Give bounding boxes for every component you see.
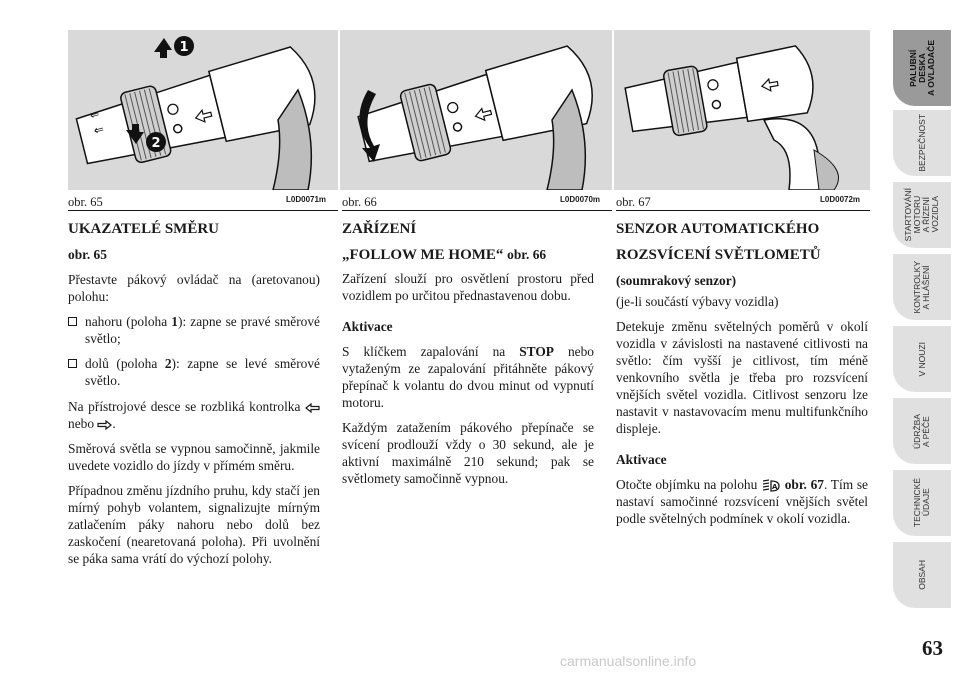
svg-text:⇐: ⇐ bbox=[92, 121, 106, 138]
column-follow-me-home bbox=[342, 220, 594, 495]
tab-kontrolky[interactable] bbox=[893, 254, 951, 320]
figure-66-caption: obr. 66 bbox=[342, 195, 377, 209]
subheading: Aktivace bbox=[342, 319, 393, 334]
bullet-box-icon bbox=[68, 317, 77, 326]
svg-text:⇐: ⇐ bbox=[88, 107, 101, 123]
text-run: . bbox=[112, 416, 116, 431]
tab-label: V NOUZI bbox=[916, 341, 927, 377]
section-title: ZAŘÍZENÍ bbox=[342, 221, 417, 237]
tab-obsah[interactable] bbox=[893, 542, 951, 608]
turn-left-arrow-icon bbox=[305, 403, 320, 413]
paragraph: Směrová světla se vypnou samočinně, jakmile uvedete vozidlo do jízdy v přímém směru. bbox=[68, 441, 320, 473]
watermark: carmanualsonline.info bbox=[560, 653, 697, 669]
figure-66-code: L0D0070m bbox=[560, 195, 601, 204]
list-item bbox=[68, 355, 320, 389]
paragraph bbox=[68, 398, 320, 432]
tab-label: ÚDRŽBA A PÉČE bbox=[912, 413, 931, 449]
paragraph: Detekuje změnu světelných poměrů v okolí vozidla v závislosti na nastavené citlivosti na světlo: čím vyšší je citlivost, tím méně venkovního světla je třeba pro rozsvícení vnějších světel vozidla. Citlivost senzoru lze nastavit v nastavovacím menu multifunkčního displeje. bbox=[616, 319, 868, 436]
position-number: 1 bbox=[171, 314, 178, 329]
paragraph: Přestavte pákový ovládač na (aretovanou) polohu: bbox=[68, 272, 320, 304]
figure-66-image bbox=[340, 30, 612, 190]
text-run: ): zapne se pravé směrové světlo; bbox=[85, 314, 320, 346]
text-run: Otočte objímku na polohu bbox=[616, 477, 761, 492]
text-run: . Tím se nastaví samočinné rozsvícení vnějších světel podle světelných podmínek v okolí vozidla. bbox=[616, 477, 868, 526]
callout-2: 2 bbox=[151, 136, 161, 151]
turn-right-arrow-icon bbox=[97, 420, 112, 430]
paragraph bbox=[342, 343, 594, 411]
text-run: Na přístrojové desce se rozbliká kontrolka bbox=[68, 399, 305, 414]
section-title: SENZOR AUTOMATICKÉHO bbox=[616, 221, 820, 237]
caption-rule bbox=[68, 210, 338, 211]
text-run: nebo vytaženým ze zapalování přitáhněte pákový přepínač k volantu do dvou minut od vypnutí motoru. bbox=[342, 344, 594, 410]
text-run: dolů (poloha bbox=[85, 356, 165, 371]
auto-light-sensor-icon bbox=[761, 479, 781, 493]
figure-65-caption: obr. 65 bbox=[68, 195, 103, 209]
figure-67-code: L0D0072m bbox=[820, 195, 861, 204]
subheading: Aktivace bbox=[616, 452, 667, 467]
text-run: ): zapne se levé směrové světlo. bbox=[85, 356, 320, 388]
caption-rule bbox=[616, 210, 870, 211]
svg-text:A: A bbox=[771, 482, 778, 491]
paragraph: Případnou změnu jízdního pruhu, kdy stačí jen mírný pohyb volantem, signalizujte mírným zatlačením páky nahoru nebo dolů bez zaskočení (nearetovaná poloha). Při uvolnění se páka sama vrátí do výchozí polohy. bbox=[68, 483, 320, 566]
tab-bezpecnost[interactable] bbox=[893, 110, 951, 176]
list-item bbox=[68, 313, 320, 347]
caption-rule bbox=[342, 210, 612, 211]
tab-udrzba[interactable] bbox=[893, 398, 951, 464]
paragraph bbox=[616, 476, 868, 527]
tab-startovani[interactable] bbox=[893, 182, 951, 248]
paragraph: (je-li součástí výbavy vozidla) bbox=[616, 294, 779, 309]
tab-label: PALUBNÍ DESKA A OVLADAČE bbox=[907, 40, 936, 96]
text-run: „FOLLOW ME HOME“ bbox=[342, 247, 508, 263]
tab-v-nouzi[interactable] bbox=[893, 326, 951, 392]
tab-label: KONTROLKY A HLÁŠENÍ bbox=[912, 260, 931, 314]
section-title-line2 bbox=[342, 246, 594, 264]
tab-label: OBSAH bbox=[916, 560, 927, 590]
page-number: 63 bbox=[922, 636, 943, 660]
column-turn-signals bbox=[68, 220, 320, 575]
position-number: 2 bbox=[164, 356, 172, 371]
figure-67-caption: obr. 67 bbox=[616, 195, 651, 209]
column-dusk-sensor bbox=[616, 220, 868, 535]
figure-67-image bbox=[614, 30, 870, 190]
figure-65-code: L0D0071m bbox=[286, 195, 327, 204]
tab-label: STARTOVÁNÍ MOTORU A ŘÍZENÍ VOZIDLA bbox=[903, 188, 940, 242]
figure-65-image bbox=[68, 30, 338, 190]
paragraph: Každým zatažením pákového přepínače se svícení prodlouží vždy o 30 sekund, ale je aktivní maximálně 210 sekund; pak se světlomety samočinně vypnou. bbox=[342, 420, 594, 486]
tab-technicke-udaje[interactable] bbox=[893, 470, 951, 536]
paragraph: Zařízení slouží pro osvětlení prostoru před vozidlem po určitou přednastavenou dobu. bbox=[342, 271, 594, 303]
callout-1: 1 bbox=[179, 40, 189, 55]
section-figure-ref: obr. 66 bbox=[507, 247, 547, 262]
section-figure-ref: obr. 65 bbox=[68, 247, 107, 262]
text-run: nebo bbox=[68, 416, 98, 431]
section-title-line2: ROZSVÍCENÍ SVĚTLOMETŮ bbox=[616, 247, 821, 263]
tab-label: TECHNICKÉ ÚDAJE bbox=[912, 478, 931, 528]
tab-palubni-deska[interactable] bbox=[893, 30, 951, 106]
section-title: UKAZATELÉ SMĚRU bbox=[68, 221, 219, 237]
text-run: S klíčkem zapalování na bbox=[342, 344, 520, 359]
tab-label: BEZPEČNOST bbox=[916, 114, 927, 172]
section-subtitle: (soumrakový senzor) bbox=[616, 273, 737, 288]
bullet-box-icon bbox=[68, 359, 77, 368]
figure-ref: obr. 67 bbox=[784, 477, 824, 492]
key-position: STOP bbox=[519, 344, 554, 359]
text-run: nahoru (poloha bbox=[85, 314, 172, 329]
